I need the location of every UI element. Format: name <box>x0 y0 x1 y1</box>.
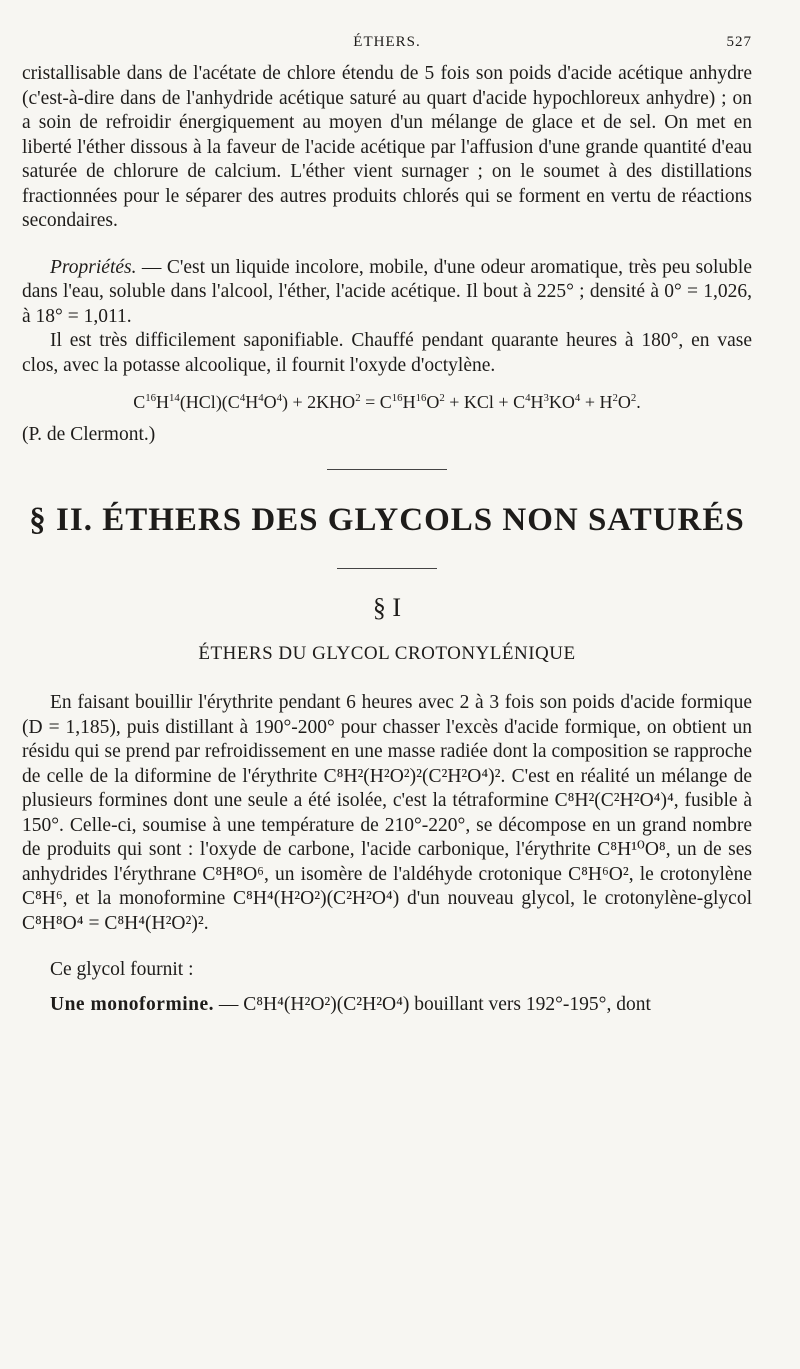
divider-rule-short <box>337 568 437 569</box>
last-line-bold: Une monoformine. <box>50 993 214 1015</box>
paragraph-3: Il est très difficilement saponifiable. Chauffé pendant quarante heures à 180°, en vase clos, avec la potasse alcoolique, il fournit l'oxyde d'octylène. <box>22 330 752 376</box>
subsection-number: § I <box>372 593 402 622</box>
chemical-equation: $C^{16}H^{14}(HCl)(C^4H^4O^4) + 2KHO^2 = C^{16}H^{16}O^2$ + KCl + $C^4H^3KO^4 + H^2O^2$. <box>133 392 641 412</box>
page <box>22 28 752 1017</box>
section-title: § II. ÉTHERS DES GLYCOLS NON SATURÉS <box>29 502 745 538</box>
divider-rule <box>327 469 447 470</box>
properties-label: Propriétés. <box>50 256 137 278</box>
paragraph-4: En faisant bouillir l'érythrite pendant 6 heures avec 2 à 3 fois son poids d'acide formique (D = 1,185), puis distillant à 190°-200° pour chasser l'excès d'acide formique, on obtient un résidu qui se prend par refroidissement en une masse radiée dont la composition se rapproche de celle de la diformine de l'érythrite C⁸H²(H²O²)²(C²H²O⁴)². C'est en réalité un mélange de plusieurs formines dont une seule a été isolée, c'est la tétraformine C⁸H²(C²H²O⁴)⁴, fusible à 150°. Celle-ci, soumise à une température de 210°-220°, se décompose en un grand nombre de produits qui sont : l'oxyde de carbone, l'acide carbonique, l'érythrite C⁸H¹⁰O⁸, un de ses anhydrides l'érythrane C⁸H⁸O⁶, un isomère de l'aldéhyde crotonique C⁸H⁶O², le crotonylène C⁸H⁶, et la monoformine C⁸H⁴(H²O²)(C²H²O⁴) d'un nouveau glycol, le crotonylène-glycol C⁸H⁸O⁴ = C⁸H⁴(H²O²)². <box>22 692 752 934</box>
subsection-title: ÉTHERS DU GLYCOL CROTONYLÉNIQUE <box>198 643 576 664</box>
page-number: 527 <box>726 34 752 50</box>
paragraph-1: cristallisable dans de l'acétate de chlore étendu de 5 fois son poids d'acide acétique anhydre (c'est-à-dire dans de l'anhydride acétique saturé au quart d'acide hypochloreux anhydre) ; on a soin de refroidir énergiquement au moyen d'un mélange de glace et de sel. On met en liberté l'éther dissous à la faveur de l'acide acétique par l'affusion d'une grande quantité d'eau saturée de chlorure de calcium. L'éther vient surnager ; on le soumet à des distillations fractionnées pour le séparer des autres produits chlorés qui se forment en vertu de réactions secondaires. <box>22 63 752 231</box>
running-title: ÉTHERS. <box>353 34 421 50</box>
last-line-rest: — C⁸H⁴(H²O²)(C²H²O⁴) bouillant vers 192°-195°, dont <box>213 993 651 1015</box>
citation: (P. de Clermont.) <box>22 424 156 445</box>
paragraph-5: Ce glycol fournit : <box>50 959 194 980</box>
running-head <box>22 28 752 62</box>
last-line <box>22 993 752 1018</box>
properties-paragraph <box>22 256 752 330</box>
properties-text: — C'est un liquide incolore, mobile, d'une odeur aromatique, très peu soluble dans l'eau, soluble dans l'alcool, l'éther, l'acide acétique. Il bout à 225° ; densité à 0° = 1,026, à 18° = 1,011. <box>22 256 752 327</box>
